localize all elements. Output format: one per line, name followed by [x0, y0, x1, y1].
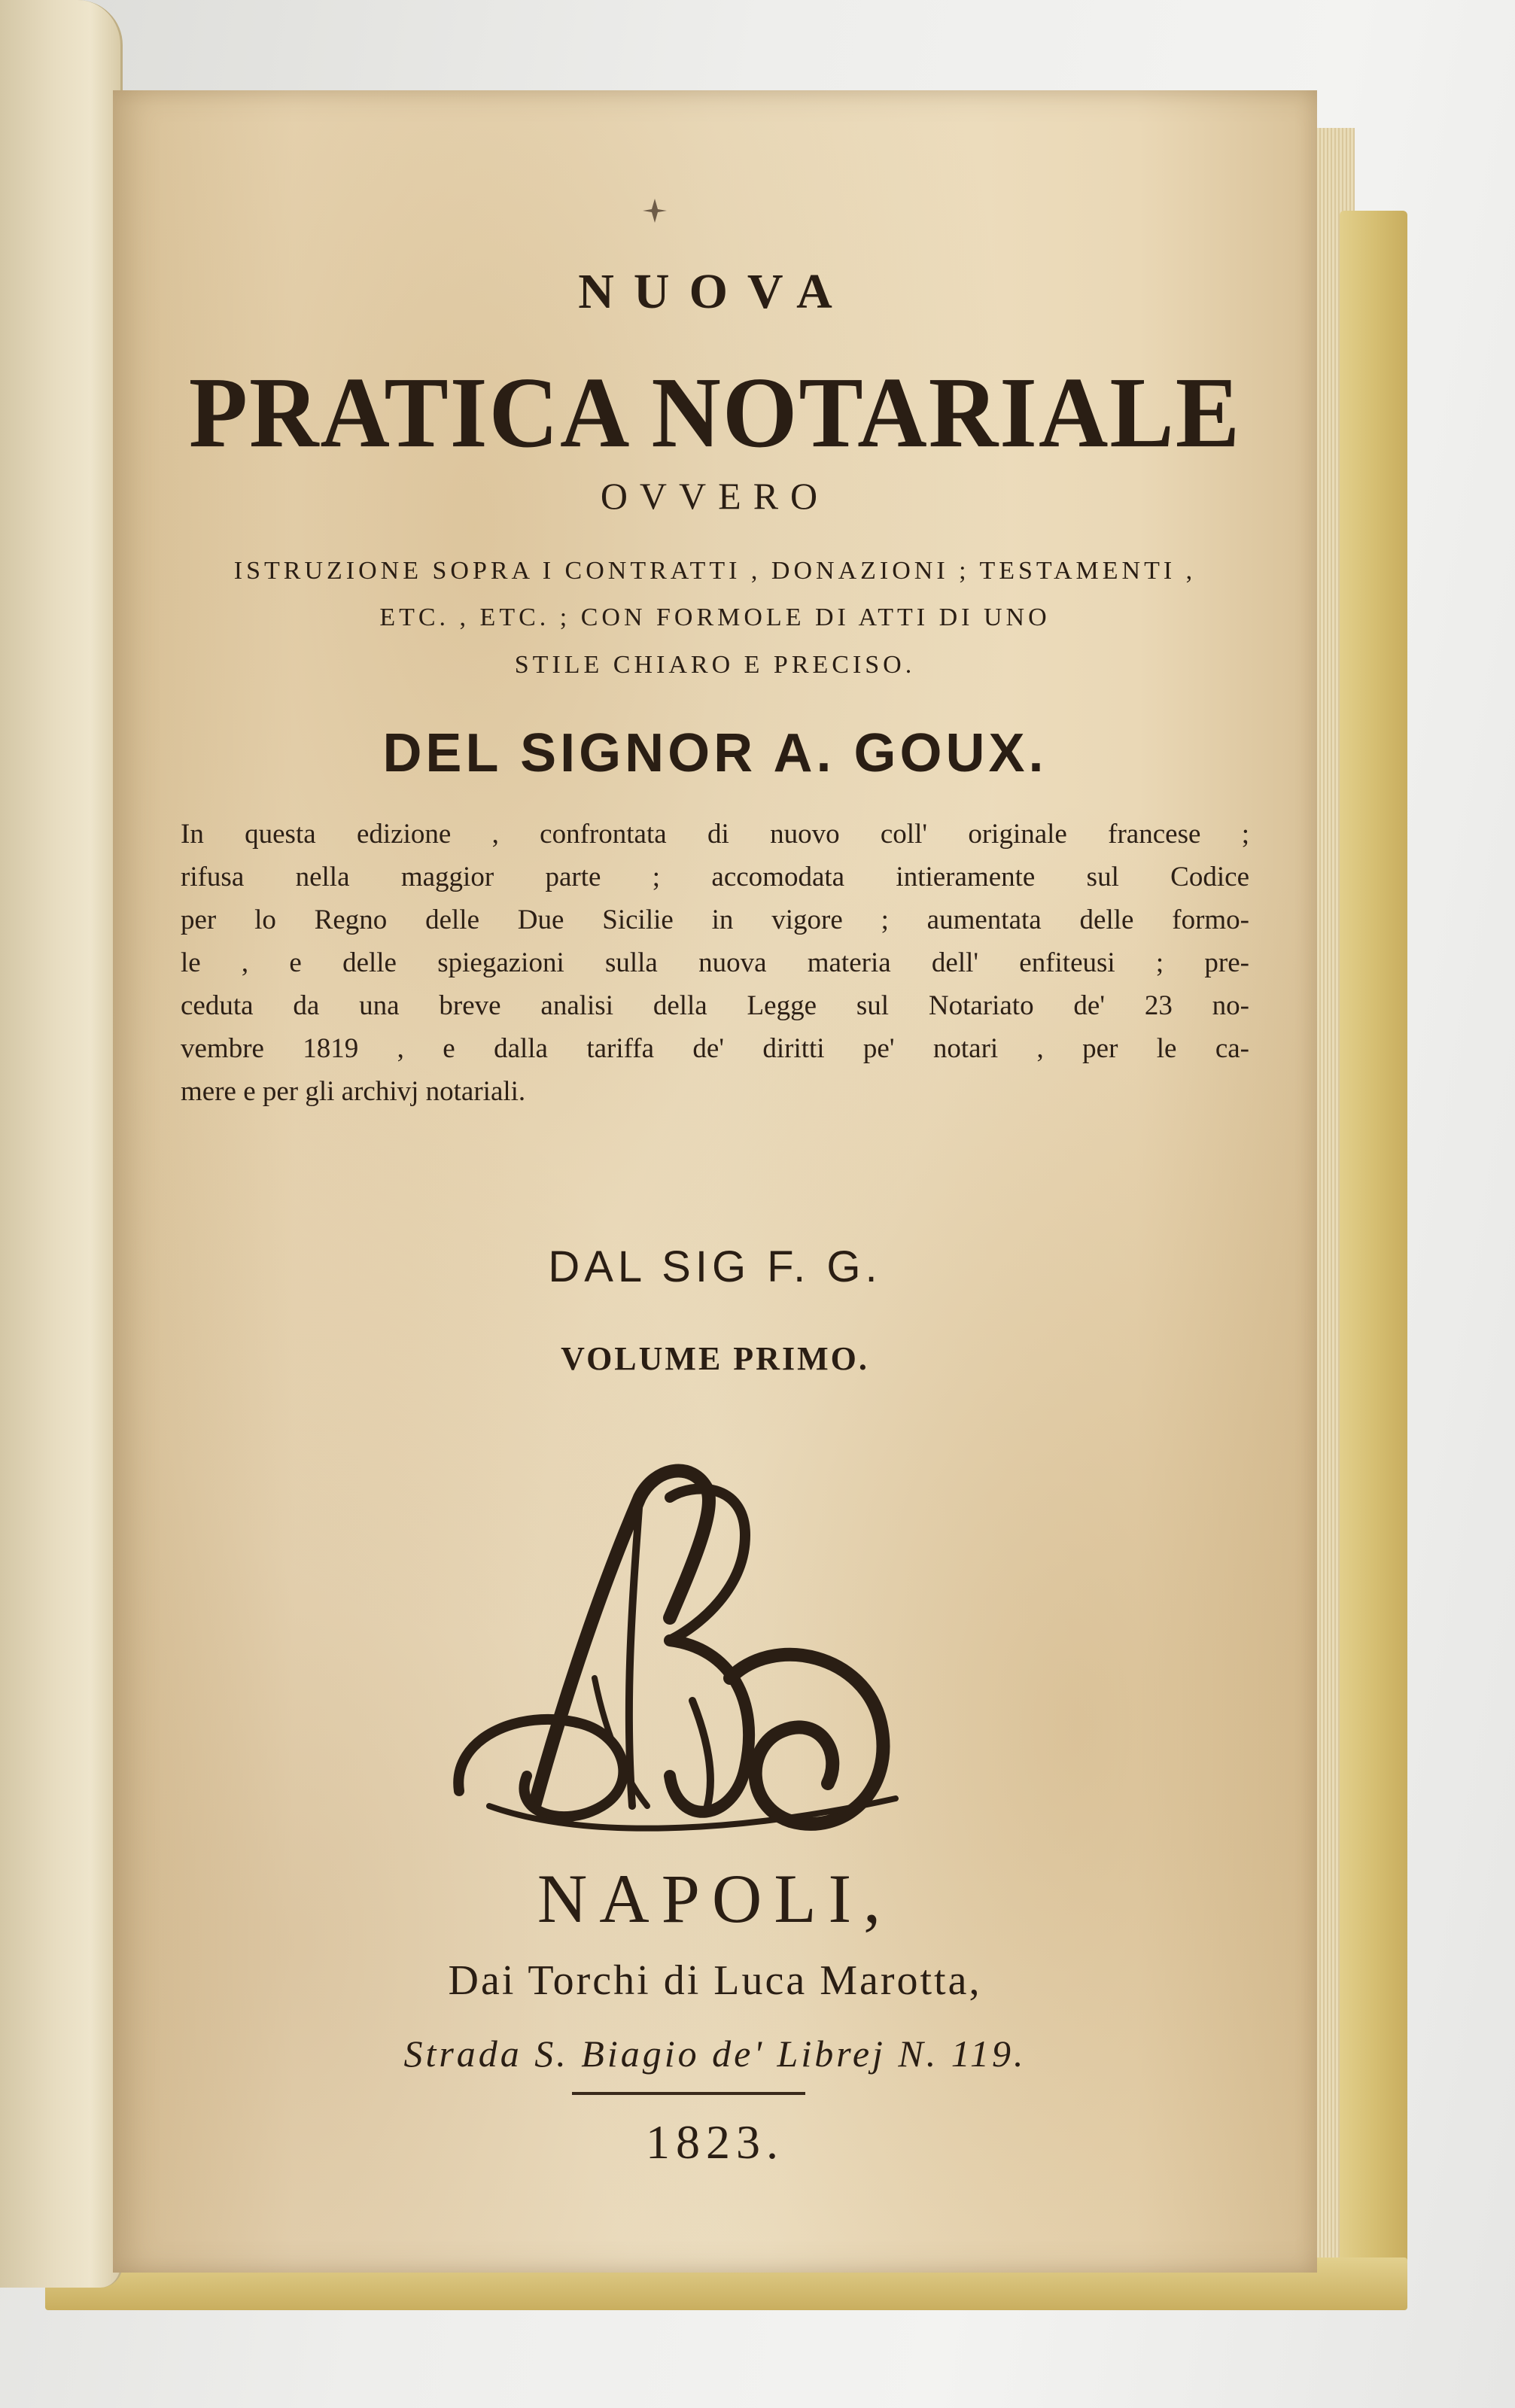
editor-line: DAL SIG F. G. — [548, 1242, 882, 1291]
volume-line: VOLUME PRIMO. — [561, 1340, 869, 1377]
imprint-printer: Dai Torchi di Luca Marotta, — [448, 1957, 982, 2004]
subtitle-line-2: ETC. , ETC. ; CON FORMOLE DI ATTI DI UNO — [379, 604, 1051, 631]
description-line: le , e delle spiegazioni sulla nuova materia dell' enfiteusi ; pre- — [181, 947, 1249, 978]
description-line: mere e per gli archivj notariali. — [181, 1076, 526, 1107]
description-line: rifusa nella maggior parte ; accomodata intieramente sul Codice — [181, 862, 1249, 892]
description-line: per lo Regno delle Due Sicilie in vigore ; aumentata delle formo- — [181, 905, 1249, 935]
printer-monogram-icon — [444, 1452, 911, 1859]
description-line: vembre 1819 , e dalla tariffa de' diritti pe' notari , per le ca- — [181, 1033, 1249, 1064]
title-line-ovvero: OVVERO — [600, 475, 830, 517]
main-title: PRATICA NOTARIALE — [188, 356, 1242, 469]
imprint-place: NAPOLI, — [537, 1860, 893, 1937]
imprint-address: Strada S. Biagio de' Librej N. 119. — [403, 2033, 1027, 2075]
edition-description — [181, 813, 1249, 1113]
divider-rule — [572, 2092, 805, 2095]
title-line-nuova: NUOVA — [578, 264, 852, 319]
subtitle-line-3: STILE CHIARO E PRECISO. — [514, 651, 916, 679]
imprint-year: 1823. — [646, 2115, 784, 2169]
author-line: DEL SIGNOR A. GOUX. — [382, 723, 1048, 783]
description-line: In questa edizione , confrontata di nuovo coll' originale francese ; — [181, 819, 1249, 850]
cover-board-edge — [1340, 211, 1407, 2310]
description-line: ceduta da una breve analisi della Legge sul Notariato de' 23 no- — [181, 990, 1249, 1021]
subtitle-line-1: ISTRUZIONE SOPRA I CONTRATTI , DONAZIONI ; TESTAMENTI , — [233, 557, 1197, 585]
printers-ornament-icon — [640, 196, 670, 226]
title-page — [113, 90, 1317, 2273]
left-leaf — [0, 0, 123, 2288]
